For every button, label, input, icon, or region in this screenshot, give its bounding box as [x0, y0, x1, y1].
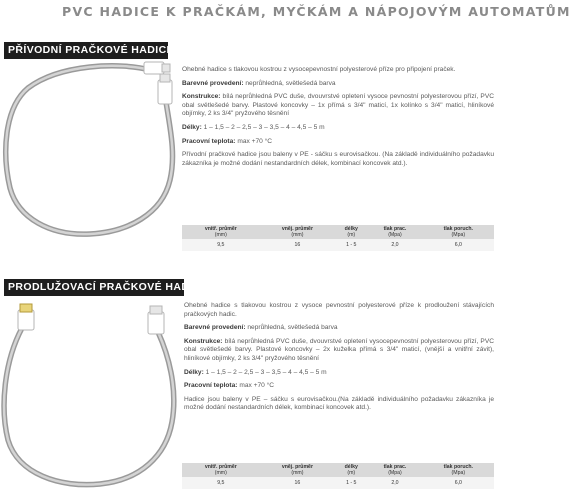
construction-value: bílá neprůhledná PVC duše, dvouvrstvé opletení vysoce pevnostní polyesterovou přízí, PVC obal světlešedé barvy. Plastové koncovky – 1x přímá s 3/4" maticí, 1x kolínko s 3/4" maticí, hliníkové objímky, 2 ks 3/4" pryžového těsnění: [182, 93, 494, 118]
table-row: [182, 239, 494, 251]
extension-hose-description: [184, 302, 494, 418]
temperature-label: Pracovní teplota:: [182, 137, 236, 145]
table-cell: 2,0: [367, 239, 422, 251]
length-value: 1 – 1,5 – 2 – 2,5 – 3 – 3,5 – 4 – 4,5 – 5 m: [203, 368, 327, 376]
color-value: neprůhledná, světlešedá barva: [243, 79, 336, 87]
table-row: [182, 477, 494, 489]
packaging-text: Přívodní pračkové hadice jsou baleny v PE - sáčku s eurovisačkou. (Na základě individuálního požadavku zákazníka je možné dodání nestandardních délek, kombinací koncovek atd.).: [182, 151, 494, 167]
intro-text: Ohebné hadice s tlakovou kostrou z vysocepevnostní polyesterové příze pro připojení praček.: [182, 66, 456, 73]
temperature-label: Pracovní teplota:: [184, 382, 238, 390]
table-header-cell: vnitř. průměr (mm): [182, 463, 260, 477]
table-header-row: [182, 463, 494, 477]
supply-hose-image: [0, 58, 180, 240]
supply-hose-spec-table: [182, 225, 494, 251]
elbow-fitting-icon: [158, 74, 172, 104]
construction-label: Konstrukce:: [184, 337, 223, 345]
brass-fitting-icon: [18, 304, 34, 330]
table-cell: 6,0: [423, 477, 494, 489]
table-header-row: [182, 225, 494, 239]
color-value: neprůhledná, světlešedá barva: [245, 324, 338, 332]
nut-fitting-icon: [148, 306, 164, 334]
table-header-cell: tlak prac. (Mpa): [367, 225, 422, 239]
table-cell: 9,5: [182, 239, 260, 251]
table-cell: 1 - 5: [335, 239, 367, 251]
intro-text: Ohebné hadice s tlakovou kostrou z vysoce pevnostní polyesterové příze k prodloužení stávajících pračkových hadic.: [184, 302, 494, 318]
table-cell: 16: [260, 477, 336, 489]
section-heading-supply-hoses: PŘÍVODNÍ PRAČKOVÉ HADICE: [4, 42, 168, 59]
table-cell: 2,0: [367, 477, 422, 489]
table-header-cell: tlak prac. (Mpa): [367, 463, 422, 477]
color-label: Barevné provedení:: [184, 324, 246, 332]
temperature-value: max +70 °C: [237, 382, 275, 390]
table-cell: 9,5: [182, 477, 260, 489]
table-header-cell: tlak poruch. (Mpa): [423, 225, 494, 239]
page-title: PVC HADICE K PRAČKÁM, MYČKÁM A NÁPOJOVÝM AUTOMATŮM: [62, 4, 571, 19]
extension-hose-image: [0, 298, 182, 490]
packaging-text: Hadice jsou baleny v PE – sáčku s eurovisačkou.(Na základě individuálního požadavku zákazníka je možné dodání nestandardních délek, kombinací koncovek atd.).: [184, 395, 494, 412]
length-label: Délky:: [182, 123, 202, 131]
color-label: Barevné provedení:: [182, 79, 244, 87]
temperature-value: max +70 °C: [235, 137, 273, 145]
straight-fitting-icon: [144, 62, 170, 74]
table-cell: 16: [260, 239, 336, 251]
table-header-cell: vněj. průměr (mm): [260, 463, 336, 477]
construction-label: Konstrukce:: [182, 93, 221, 101]
table-cell: 1 - 5: [335, 477, 367, 489]
table-header-cell: délky (m): [335, 463, 367, 477]
table-header-cell: délky (m): [335, 225, 367, 239]
table-header-cell: vněj. průměr (mm): [260, 225, 336, 239]
construction-value: bílá neprůhledná PVC duše, dvouvrstvé opletení vysocepevnostní polyesterovou přízí, PVC obal světlešedé barvy. Plastové koncovky – 2x kuželka přímá s 3/4" maticí, (vnější a vnitřní závit), hliníkové objímky, 2 ks 3/4" pryžového těsnění: [184, 337, 494, 362]
section-heading-extension-hoses: PRODLUŽOVACÍ PRAČKOVÉ HADICE: [4, 279, 184, 296]
extension-hose-spec-table: [182, 463, 494, 489]
length-value: 1 – 1,5 – 2 – 2,5 – 3 – 3,5 – 4 – 4,5 – 5 m: [201, 123, 325, 131]
table-header-cell: vnitř. průměr (mm): [182, 225, 260, 239]
table-header-cell: tlak poruch. (Mpa): [423, 463, 494, 477]
supply-hose-description: [182, 66, 494, 173]
length-label: Délky:: [184, 368, 204, 376]
table-cell: 6,0: [423, 239, 494, 251]
